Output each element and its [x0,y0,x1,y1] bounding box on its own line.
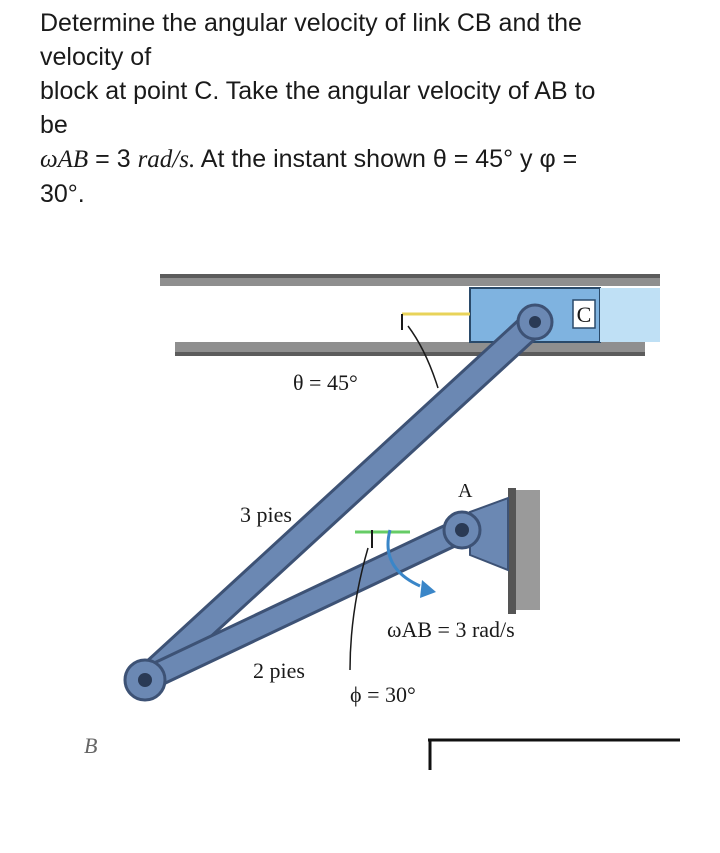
slot-extension [600,288,660,342]
omega-unit: rad/s. [137,146,196,173]
problem-line-5 [40,142,680,177]
theta-arc [408,326,438,388]
problem-line-4: be [40,111,68,139]
cb-length-label: 3 pies [240,502,292,527]
omega-ab-symbol: ωAB [40,146,89,173]
point-c-label: C [576,302,592,327]
instant-text: At the instant shown θ = 45° y φ = [200,145,578,173]
point-a-label: A [458,480,473,502]
wall-support-edge [508,488,516,614]
top-rail-edge [160,274,660,278]
pin-a-hole [455,523,469,537]
omega-arrow-head [420,580,436,598]
point-b-label: B [84,733,98,758]
mechanism-diagram [0,230,720,770]
ab-length-label: 2 pies [253,658,305,683]
bottom-rail-edge [175,352,645,356]
theta-label: θ = 45° [293,370,358,395]
problem-line-3: block at point C. Take the angular velocity of AB to [40,77,596,105]
phi-label: ϕ = 30° [350,682,416,707]
pin-b-hole [138,673,152,687]
omega-ab-label: ωAB = 3 rad/s [387,617,515,642]
pin-c-hole [529,316,541,328]
problem-line-6: 30°. [40,180,85,208]
problem-line-1: Determine the angular velocity of link CB and the [40,9,582,37]
wall-support [512,490,540,610]
omega-equals: = 3 [95,145,131,173]
mechanism-figure [0,230,720,770]
problem-statement [40,6,680,211]
problem-line-2: velocity of [40,43,152,71]
